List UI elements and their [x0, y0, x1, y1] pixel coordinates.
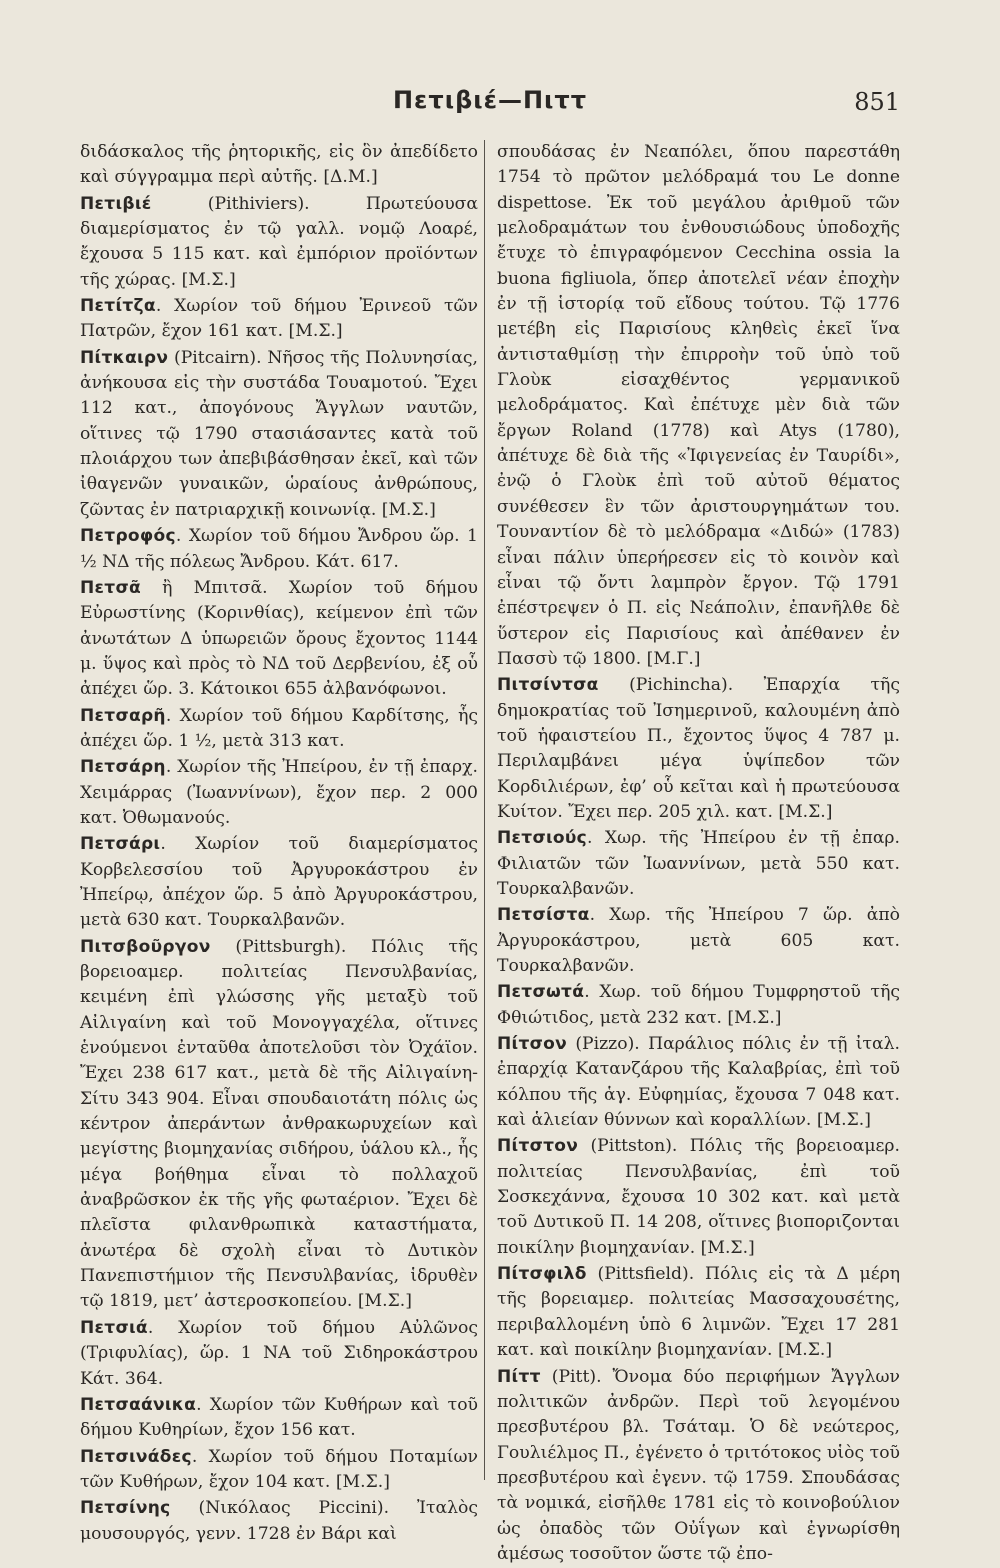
entry-headword: Πίτσον [497, 1034, 567, 1055]
entry-headword: Πετσιά [80, 1317, 148, 1338]
entry-body: (Νικόλαος Piccini). Ἰταλὸς μουσουργός, γενν. 1728 ἐν Βάρι καὶ [80, 1498, 478, 1544]
entry-body: . Χωρίον τοῦ διαμερίσματος Κορβελεσσίου τοῦ Ἀργυροκάστρου ἐν Ἠπείρῳ, ἀπέχον ὥρ. 5 ἀπὸ Ἀργυροκάστρου, μετὰ 630 κατ. Τουρκαλβανῶν. [80, 834, 478, 931]
dictionary-entry [80, 704, 478, 755]
entry-headword: Πετσίνης [80, 1498, 171, 1519]
running-head: Πετιβιέ—Πιττ [392, 86, 588, 114]
entry-body: ἢ Μπιτσᾶ. Χωρίον τοῦ δήμου Εὐρωστίνης (Κορινθίας), κείμενον ἐπὶ τῶν ἀνωτάτων Δ ὑπωρειῶν ὄρους ἔχοντος 1144 μ. ὕψος καὶ πρὸς τὸ ΝΔ τοῦ Δερβενίου, ἐξ οὗ ἀπέχει ὥρ. 3. Κάτοικοι 655 ἀλβανόφωνοι. [80, 577, 478, 700]
dictionary-entry [497, 1262, 900, 1363]
entry-body: (Pitt). Ὄνομα δύο περιφήμων Ἄγγλων πολιτικῶν ἀνδρῶν. Περὶ τοῦ λεγομένου πρεσβυτέρου βλ. Τσάταμ. Ὁ δὲ νεώτερος, Γουλιέλμος Π., ἐγένετο ὁ τριτότοκος υἱὸς τοῦ πρεσβυτέρου καὶ ἐγενν. τῷ 1759. Σπουδάσας τὰ νομικά, εἰσῆλθε 1781 εἰς τὸ κοινοβούλιον ὡς ὀπαδὸς τῶν Οὐΐγων καὶ ἐγνωρίσθη ἀμέσως τοσοῦτον ὥστε τῷ ἐπο- [497, 1366, 900, 1564]
entry-headword: Πίτσφιλδ [497, 1264, 587, 1285]
dictionary-entry [80, 524, 478, 575]
entry-headword: Πετσωτά [497, 982, 585, 1003]
entry-body: σπουδάσας ἐν Νεαπόλει, ὅπου παρεστάθη 1754 τὸ πρῶτον μελόδραμά του Le donne dispettose. Ἐκ τοῦ μεγάλου ἀριθμοῦ τῶν μελοδραμάτων του ἐνθουσιώδους ὑποδοχῆς ἔτυχε τὸ ἐπιγραφόμενον Cecchina ossia la buona figliuola, ὅπερ ἀποτελεῖ νέαν ἐποχὴν ἐν τῇ ἱστορίᾳ τοῦ εἴδους τούτου. Τῷ 1776 μετέβη εἰς Παρισίους κληθεὶς ἐκεῖ ἵνα ἀντισταθμίσῃ τὴν ἐπιρροὴν τοῦ ὑπὸ τοῦ Γλοὺκ εἰσαχθέντος γερμανικοῦ μελοδράματος. Καὶ ἐπέτυχε μὲν διὰ τῶν ἔργων Roland (1778) καὶ Atys (1780), ἀπέτυχε δὲ διὰ τῆς «Ἰφιγενείας ἐν Ταυρίδι», ἐνῷ ὁ Γλοὺκ ἐπὶ τοῦ αὐτοῦ θέματος συνέθεσεν ἓν τῶν ἀριστουργημάτων του. Τουναντίον δὲ τὸ μελόδραμα «Διδώ» (1783) εἶναι πάλιν ὑπερήρεσεν εἰς τὸ κοινὸν καὶ εἶναι τῷ ὄντι λαμπρὸν ἔργον. Τῷ 1791 ἐπέστρεψεν ὁ Π. εἰς Νεάπολιν, ἐπανῆλθε δὲ ὕστερον εἰς Παρισίους καὶ ἀπέθανεν ἐν Πασσὺ τῷ 1800. [Μ.Γ.] [497, 142, 900, 669]
dictionary-entry [497, 903, 900, 979]
dictionary-entry [80, 1393, 478, 1444]
entry-body: (Pittsburgh). Πόλις τῆς βορειοαμερ. πολιτείας Πενσυλβανίας, κειμένη ἐπὶ γλώσσης γῆς μεταξὺ τοῦ Αἰλιγαίνη καὶ τοῦ Μονογγαχέλα, οἵτινες ἑνούμενοι ἐνταῦθα ἀποτελοῦσι τὸν Ὀχάϊον. Ἔχει 238 617 κατ., μετὰ δὲ τῆς Αἰλιγαίνη-Σίτυ 343 904. Εἶναι σπουδαιοτάτη πόλις ὡς κέντρον ἀπεράντων ἀνθρακωρυχείων καὶ μεγίστης βιομηχανίας σιδήρου, ὑάλου κλ., ἧς μέγα βοήθημα εἶναι τὸ πολλαχοῦ ἀναβρῶσκον ἐκ τῆς γῆς φωταέριον. Ἔχει δὲ πλεῖστα φιλανθρωπικὰ καταστήματα, ἀνωτέρα δὲ σχολὴ εἶναι τὸ Δυτικὸν Πανεπιστήμιον τῆς Πενσυλβανίας, ἱδρυθὲν τῷ 1819, μετ’ ἀστεροσκοπείου. [Μ.Σ.] [80, 936, 478, 1312]
entry-body: (Pittston). Πόλις τῆς βορειοαμερ. πολιτείας Πενσυλβανίας, ἐπὶ τοῦ Σοσκεχάννα, ἔχουσα 10 302 κατ. καὶ μετὰ τοῦ Δυτικοῦ Π. 14 208, οἵτινες βιοποριζονται ποικίλην βιομηχανίαν. [Μ.Σ.] [497, 1136, 900, 1258]
dictionary-entry [497, 1365, 900, 1568]
left-column [80, 140, 478, 1548]
entry-body: (Pittsfield). Πόλις εἰς τὰ Δ μέρη τῆς βορειαμερ. πολιτείας Μασσαχουσέτης, περιβαλλομένη ὑπὸ 6 λιμνῶν. Ἔχει 17 281 κατ. καὶ ποικίλην βιομηχανίαν. [Μ.Σ.] [497, 1264, 900, 1361]
entry-headword: Πετροφός [80, 526, 176, 547]
entry-body: . Χωρ. τῆς Ἠπείρου 7 ὥρ. ἀπὸ Ἀργυροκάστρου, μετὰ 605 κατ. Τουρκαλβανῶν. [497, 905, 900, 976]
dictionary-entry [80, 935, 478, 1315]
dictionary-entry [497, 826, 900, 902]
entry-body: . Χωρίον τοῦ δήμου Αὐλῶνος (Τριφυλίας), ὥρ. 1 ΝΑ τοῦ Σιδηροκάστρου Κάτ. 364. [80, 1317, 478, 1389]
entry-headword: Πίττ [497, 1366, 541, 1387]
dictionary-entry [497, 1032, 900, 1133]
entry-headword: Πίτστον [497, 1136, 579, 1157]
dictionary-entry [80, 140, 478, 191]
dictionary-entry [80, 192, 478, 293]
entry-body: (Pitcairn). Νῆσος τῆς Πολυνησίας, ἀνήκουσα εἰς τὴν συστάδα Τουαμοτού. Ἔχει 112 κατ., ἀπογόνους Ἄγγλων ναυτῶν, οἵτινες τῷ 1790 στασιάσαντες κατὰ τοῦ πλοιάρχου των ἀπεβιβάσθησαν ἐκεῖ, καὶ τῶν ἰθαγενῶν γυναικῶν, ὡραίους ἀνθρώπους, ζῶντας ἐν πατριαρχικῇ κοινωνίᾳ. [Μ.Σ.] [80, 347, 478, 520]
page-header [80, 86, 900, 126]
dictionary-entry [80, 346, 478, 523]
entry-body: (Pizzo). Παράλιος πόλις ἐν τῇ ἰταλ. ἐπαρχίᾳ Κατανζάρου τῆς Καλαβρίας, ἐπὶ τοῦ κόλπου τῆς ἁγ. Εὐφημίας, ἔχουσα 7 048 κατ. καὶ ἁλιείαν θύννων καὶ κοραλλίων. [Μ.Σ.] [497, 1034, 900, 1131]
entry-headword: Πετιβιέ [80, 193, 152, 214]
dictionary-entry [497, 140, 900, 672]
entry-body: . Χωρ. τοῦ δήμου Τυμφρηστοῦ τῆς Φθιώτιδος, μετὰ 232 κατ. [Μ.Σ.] [497, 982, 900, 1028]
entry-body: . Χωρίον τοῦ δήμου Ἐρινεοῦ τῶν Πατρῶν, ἔχον 161 κατ. [Μ.Σ.] [80, 296, 478, 342]
entry-headword: Πιτσίντσα [497, 675, 599, 696]
entry-body: (Pithiviers). Πρωτεύουσα διαμερίσματος ἐν τῷ γαλλ. νομῷ Λοαρέ, ἔχουσα 5 115 κατ. καὶ ἐμπόριον προϊόντων τῆς χώρας. [Μ.Σ.] [80, 193, 478, 290]
dictionary-entry [80, 576, 478, 703]
entry-headword: Πίτκαιρν [80, 347, 169, 368]
entry-headword: Πιτσβοῦργον [80, 936, 211, 957]
dictionary-entry [80, 832, 478, 933]
dictionary-entry [80, 294, 478, 345]
entry-body: . Χωρίον τῶν Κυθήρων καὶ τοῦ δήμου Κυθηρίων, ἔχον 156 κατ. [80, 1394, 478, 1441]
entry-body: . Χωρίον τοῦ δήμου Ἄνδρου ὥρ. 1 ½ ΝΔ τῆς πόλεως Ἄνδρου. Κάτ. 617. [80, 526, 478, 572]
entry-headword: Πετίτζα [80, 296, 156, 317]
page-number: 851 [854, 88, 900, 116]
entry-body: . Χωρ. τῆς Ἠπείρου ἐν τῇ ἐπαρ. Φιλιατῶν τῶν Ἰωαννίνων, μετὰ 550 κατ. Τουρκαλβανῶν. [497, 828, 900, 899]
right-column [497, 140, 900, 1568]
dictionary-entry [497, 980, 900, 1031]
entry-headword: Πετσίστα [497, 905, 590, 926]
entry-body: διδάσκαλος τῆς ῥητορικῆς, εἰς ὃν ἀπεδίδετο καὶ σύγγραμμα περὶ αὐτῆς. [Δ.Μ.] [80, 142, 478, 188]
dictionary-entry [497, 673, 900, 825]
entry-body: (Pichincha). Ἐπαρχία τῆς δημοκρατίας τοῦ Ἰσημερινοῦ, καλουμένη ἀπὸ τοῦ ἡφαιστείου Π., ἔχοντος ὕψος 4 787 μ. Περιλαμβάνει μέγα ὑψίπεδον τῶν Κορδιλιέρων, ἐφ’ οὗ κεῖται καὶ ἡ πρωτεύουσα Κυίτον. Ἔχει περ. 205 χιλ. κατ. [Μ.Σ.] [497, 675, 900, 822]
entry-body: . Χωρίον τοῦ δήμου Ποταμίων τῶν Κυθήρων, ἔχον 104 κατ. [Μ.Σ.] [80, 1446, 478, 1492]
entry-headword: Πετσάρι [80, 834, 161, 855]
dictionary-entry [497, 1134, 900, 1261]
column-divider [484, 140, 485, 1480]
dictionary-entry [80, 755, 478, 831]
entry-headword: Πετσᾶ [80, 577, 141, 598]
entry-headword: Πετσινάδες [80, 1446, 192, 1467]
entry-headword: Πετσαρῆ [80, 705, 166, 726]
dictionary-entry [80, 1445, 478, 1496]
dictionary-entry [80, 1496, 478, 1547]
entry-headword: Πετσιούς [497, 828, 588, 849]
entry-body: . Χωρίον τοῦ δήμου Καρδίτσης, ἧς ἀπέχει ὥρ. 1 ½, μετὰ 313 κατ. [80, 705, 478, 751]
entry-headword: Πετσαάνικα [80, 1394, 197, 1415]
dictionary-entry [80, 1316, 478, 1392]
entry-headword: Πετσάρη [80, 757, 166, 778]
entry-body: . Χωρίον τῆς Ἠπείρου, ἐν τῇ ἐπαρχ. Χειμάρρας (Ἰωαννίνων), ἔχον περ. 2 000 κατ. Ὀθωμανούς. [80, 757, 478, 828]
